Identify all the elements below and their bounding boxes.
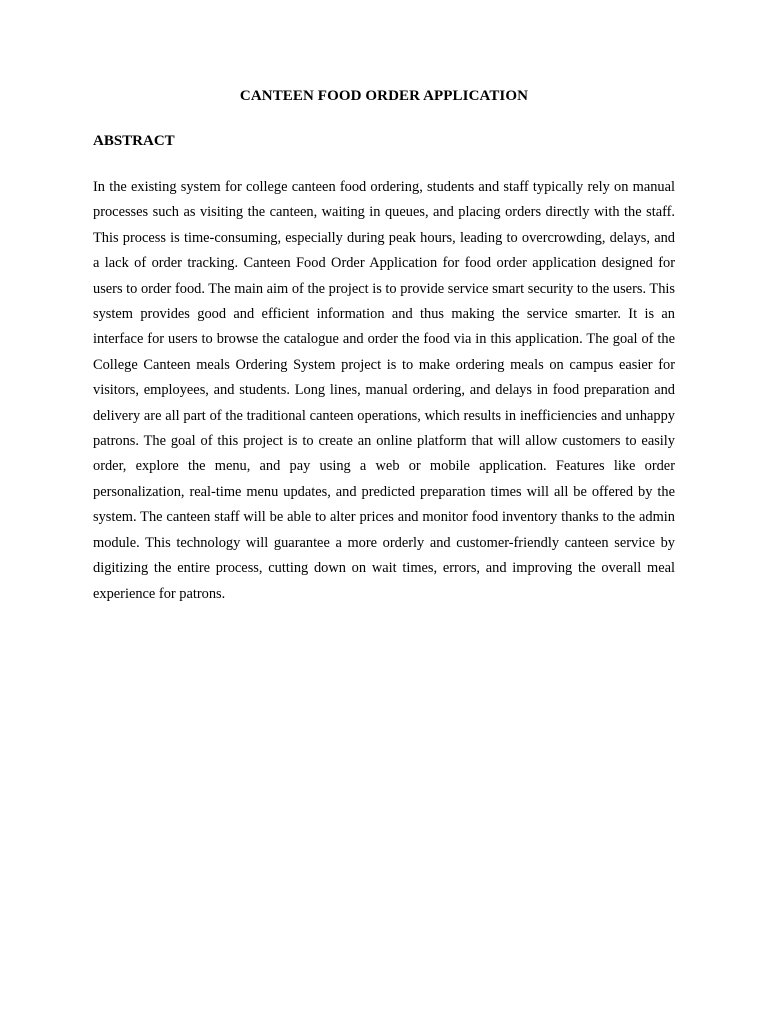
abstract-heading: ABSTRACT: [93, 133, 175, 149]
abstract-paragraph: In the existing system for college canteen food ordering, students and staff typically rely on manual processes such as visiting the canteen, waiting in queues, and placing orders directly with the staff. This process is time-consuming, especially during peak hours, leading to overcrowding, delays, and a lack of order tracking. Canteen Food Order Application for food order application designed for users to order food. The main aim of the project is to provide service smart security to the users. This system provides good and efficient information and thus making the service smarter. It is an interface for users to browse the catalogue and order the food via in this application. The goal of the College Canteen meals Ordering System project is to make ordering meals on campus easier for visitors, employees, and students. Long lines, manual ordering, and delays in food preparation and delivery are all part of the traditional canteen operations, which results in inefficiencies and unhappy patrons. The goal of this project is to create an online platform that will allow customers to easily order, explore the menu, and pay using a web or mobile application. Features like order personalization, real-time menu updates, and predicted preparation times will all be offered by the system. The canteen staff will be able to alter prices and monitor food inventory thanks to the admin module. This technology will guarantee a more orderly and customer-friendly canteen service by digitizing the entire process, cutting down on wait times, errors, and improving the overall meal experience for patrons.: [93, 179, 675, 602]
document-title: CANTEEN FOOD ORDER APPLICATION: [239, 88, 529, 104]
